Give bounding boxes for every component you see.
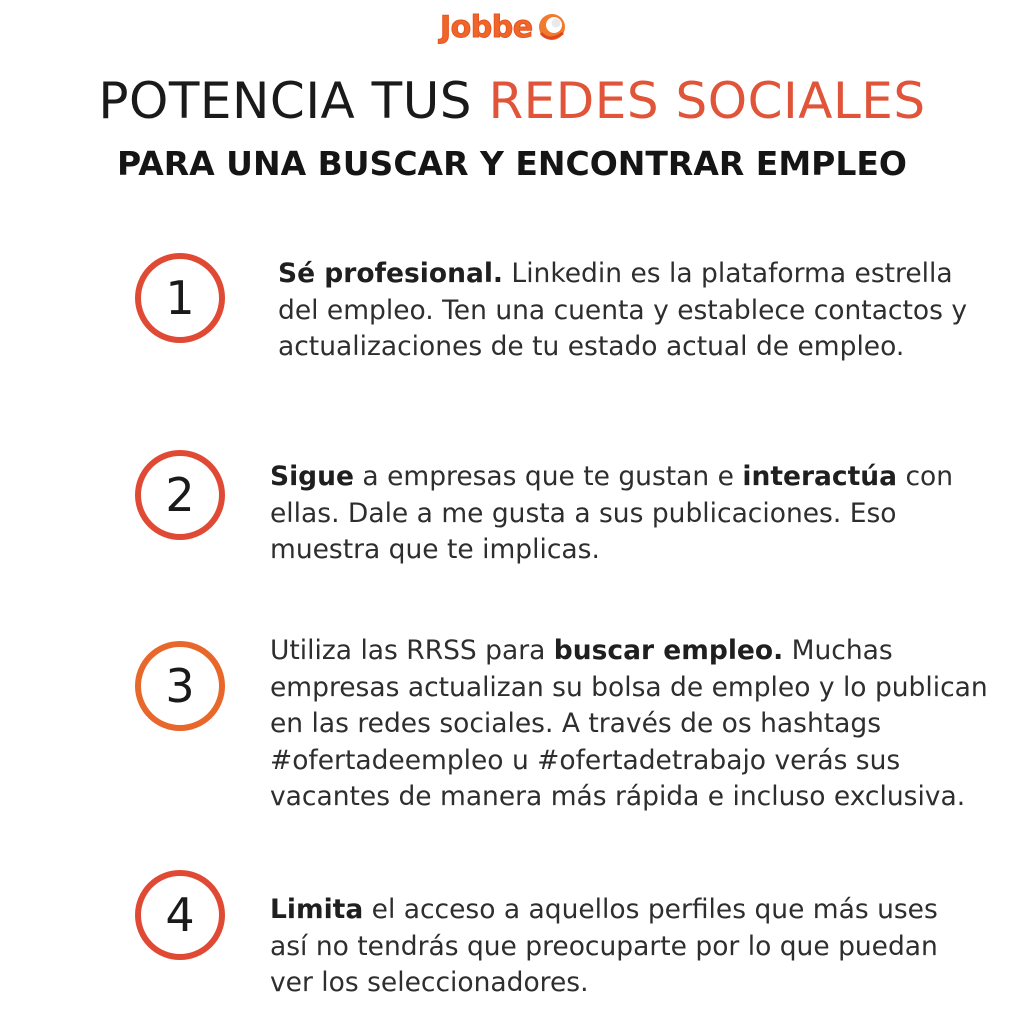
logo-swirl-icon (535, 9, 569, 43)
step-2-bold-2: interactúa (742, 461, 898, 492)
step-4-circle (135, 870, 225, 960)
page-title (0, 72, 1024, 130)
title-accent: REDES SOCIALES (488, 72, 926, 130)
step-3-body: Muchas empresas actualizan su bolsa de empleo y lo publican en las redes sociales. A través de os hashtags #ofertadeempleo u #ofertadetrabajo verás sus vacantes de manera más rápida e incluso exclusiva. (270, 635, 988, 812)
step-2-body-1: a empresas que te gustan e (353, 461, 743, 492)
step-1-text (278, 256, 968, 366)
step-3-pre: Utiliza las RRSS para (270, 635, 554, 666)
step-2-text (270, 459, 990, 569)
logo-text: Jobbe (440, 10, 533, 45)
jobbe-logo (440, 10, 569, 45)
step-4-text (270, 892, 960, 1002)
step-3-number: 3 (165, 659, 195, 713)
step-3-bold: buscar empleo. (553, 635, 784, 666)
step-2-circle (135, 450, 225, 540)
step-1-number: 1 (165, 271, 195, 325)
page-subtitle: PARA UNA BUSCAR Y ENCONTRAR EMPLEO (117, 144, 907, 183)
step-4-number: 4 (165, 888, 195, 942)
step-2-bold-1: Sigue (270, 461, 354, 492)
step-1-body: Linkedin es la plataforma estrella del empleo. Ten una cuenta y establece contactos y actualizaciones de tu estado actual de empleo. (278, 258, 968, 362)
step-1-circle (135, 253, 225, 343)
step-3-circle (135, 641, 225, 731)
step-4-bold: Limita (270, 894, 364, 925)
step-2-body-2: con ellas. Dale a me gusta a sus publicaciones. Eso muestra que te implicas. (270, 461, 954, 565)
step-1-bold: Sé profesional. (278, 258, 503, 289)
step-3-text (270, 633, 990, 816)
step-2-number: 2 (165, 468, 195, 522)
step-4-body: el acceso a aquellos perfiles que más uses así no tendrás que preocuparte por lo que puedan ver los seleccionadores. (270, 894, 938, 998)
title-part-1: POTENCIA TUS (98, 72, 489, 130)
